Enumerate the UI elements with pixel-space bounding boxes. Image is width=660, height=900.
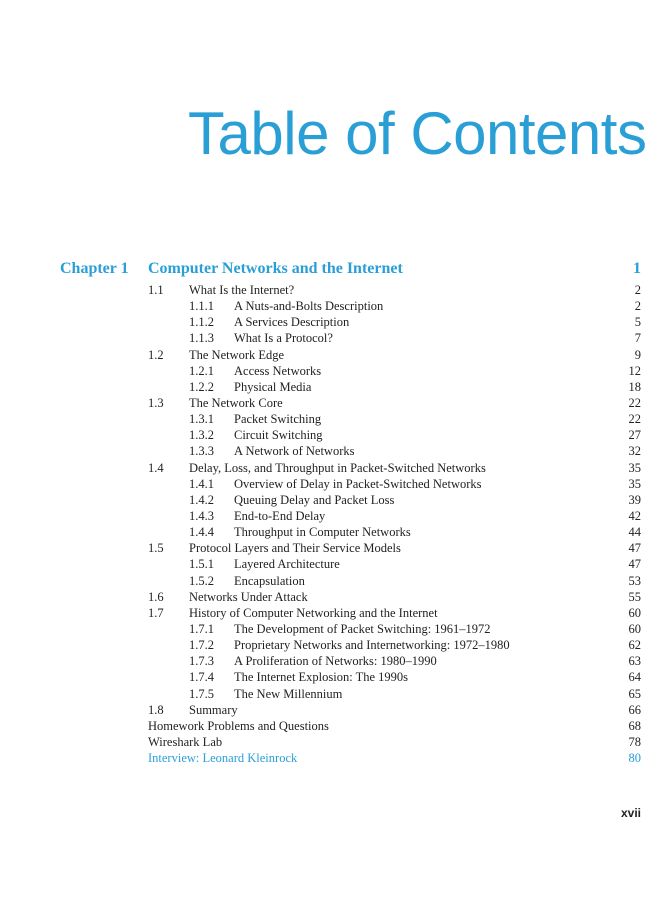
toc-entry-page: 60	[628, 621, 641, 636]
toc-subsection-entry[interactable]	[0, 314, 660, 330]
toc-entry-number: 1.7.3	[189, 654, 214, 669]
toc-entry-number: 1.5.1	[189, 557, 214, 572]
toc-subsection-entry[interactable]	[0, 556, 660, 572]
toc-entry-number: 1.4.3	[189, 508, 214, 523]
toc-entry-number: 1.1	[148, 283, 164, 297]
toc-entry-page: 60	[628, 605, 641, 620]
toc-entry-title: The New Millennium	[234, 686, 343, 701]
chapter-number: Chapter 1	[60, 260, 129, 277]
toc-subsection-entry[interactable]	[0, 653, 660, 669]
toc-entry-title: Access Networks	[234, 363, 322, 378]
toc-entry-number: 1.4	[148, 460, 164, 475]
toc-subsection-entry[interactable]	[0, 330, 660, 346]
toc-entry-title: Layered Architecture	[234, 557, 340, 572]
toc-section-entry[interactable]	[0, 282, 660, 298]
toc-entry-title: Physical Media	[234, 379, 312, 394]
toc-entry-number: 1.2	[148, 347, 164, 362]
page-title: Table of Contents	[188, 100, 647, 167]
toc-entry-number: 1.7.2	[189, 638, 214, 653]
toc-entry-page: 27	[628, 428, 641, 443]
toc-list	[0, 282, 660, 766]
toc-subsection-entry[interactable]	[0, 637, 660, 653]
toc-section-entry[interactable]	[0, 605, 660, 621]
toc-entry-page: 66	[628, 702, 641, 717]
toc-entry-page: 63	[628, 654, 641, 669]
toc-entry-number: 1.8	[148, 702, 164, 717]
toc-entry-number: 1.3.3	[189, 444, 214, 459]
toc-entry-title: A Nuts-and-Bolts Description	[234, 299, 384, 314]
toc-entry-title: The Network Core	[189, 395, 283, 410]
toc-entry-number: 1.5.2	[189, 573, 214, 588]
toc-entry-title: Circuit Switching	[234, 428, 323, 443]
toc-entry-title: End-to-End Delay	[234, 508, 326, 523]
toc-entry-title: A Proliferation of Networks: 1980–1990	[234, 654, 437, 669]
toc-entry-page: 7	[634, 331, 641, 346]
toc-subsection-entry[interactable]	[0, 298, 660, 314]
toc-entry-page: 35	[628, 460, 641, 475]
toc-entry-number: 1.4.1	[189, 476, 214, 491]
toc-entry-title: Delay, Loss, and Throughput in Packet-Switched Networks	[189, 460, 486, 475]
page-folio: xvii	[620, 806, 641, 820]
toc-entry-number: 1.2.2	[189, 379, 214, 394]
toc-backmatter-entry[interactable]	[0, 734, 660, 750]
toc-entry-page: 53	[628, 573, 641, 588]
toc-entry-number: 1.6	[148, 589, 164, 604]
toc-entry-title: Homework Problems and Questions	[148, 718, 329, 733]
chapter-title: Computer Networks and the Internet	[148, 260, 403, 277]
toc-section-entry[interactable]	[0, 460, 660, 476]
toc-subsection-entry[interactable]	[0, 621, 660, 637]
toc-entry-number: 1.7.5	[189, 686, 214, 701]
toc-entry-title: History of Computer Networking and the Internet	[189, 605, 438, 620]
toc-subsection-entry[interactable]	[0, 686, 660, 702]
toc-entry-title: Overview of Delay in Packet-Switched Networks	[234, 476, 482, 491]
toc-entry-number: 1.1.2	[189, 315, 214, 330]
toc-entry-page: 47	[628, 557, 641, 572]
toc-subsection-entry[interactable]	[0, 524, 660, 540]
toc-subsection-entry[interactable]	[0, 411, 660, 427]
toc-entry-page: 44	[628, 525, 641, 540]
toc-entry-number: 1.2.1	[189, 363, 214, 378]
toc-entry-title: Interview: Leonard Kleinrock	[148, 751, 298, 766]
toc-subsection-entry[interactable]	[0, 508, 660, 524]
toc-entry-number: 1.3.2	[189, 428, 214, 443]
toc-entry-page: 18	[628, 379, 641, 394]
toc-entry-title: The Internet Explosion: The 1990s	[234, 670, 409, 685]
toc-section-entry[interactable]	[0, 395, 660, 411]
toc-entry-page: 12	[628, 363, 641, 378]
toc-entry-page: 2	[634, 283, 641, 297]
toc-entry-title: Packet Switching	[234, 412, 322, 427]
toc-entry-page: 39	[628, 492, 641, 507]
toc-entry-title: Proprietary Networks and Internetworking: 1972–1980	[234, 638, 510, 653]
toc-entry-number: 1.1.3	[189, 331, 214, 346]
toc-entry-number: 1.3	[148, 395, 164, 410]
toc-entry-page: 64	[628, 670, 641, 685]
toc-entry-number: 1.7	[148, 605, 164, 620]
toc-entry-title: The Development of Packet Switching: 1961–1972	[234, 621, 491, 636]
chapter-page: 1	[633, 260, 641, 277]
toc-entry-title: Summary	[189, 702, 238, 717]
toc-subsection-entry[interactable]	[0, 379, 660, 395]
toc-section-entry[interactable]	[0, 702, 660, 718]
toc-entry-title: Encapsulation	[234, 573, 305, 588]
toc-section-entry[interactable]	[0, 540, 660, 556]
toc-subsection-entry[interactable]	[0, 443, 660, 459]
toc-entry-number: 1.7.4	[189, 670, 214, 685]
toc-entry-page: 22	[628, 395, 641, 410]
toc-entry-title: Wireshark Lab	[148, 734, 223, 749]
toc-entry-page: 47	[628, 541, 641, 556]
toc-entry-title: A Services Description	[234, 315, 350, 330]
toc-entry-page: 9	[634, 347, 641, 362]
toc-entry-number: 1.4.2	[189, 492, 214, 507]
toc-entry-title: Queuing Delay and Packet Loss	[234, 492, 395, 507]
toc-entry-page: 55	[628, 589, 641, 604]
toc-entry-number: 1.1.1	[189, 299, 214, 314]
toc-entry-title: What Is the Internet?	[189, 283, 295, 297]
toc-entry-number: 1.3.1	[189, 412, 214, 427]
toc-entry-title: Protocol Layers and Their Service Models	[189, 541, 401, 556]
toc-backmatter-entry[interactable]	[0, 718, 660, 734]
toc-entry-page: 80	[628, 751, 641, 766]
toc-entry-page: 2	[634, 299, 641, 314]
toc-entry-title: What Is a Protocol?	[234, 331, 333, 346]
toc-entry-page: 22	[628, 412, 641, 427]
chapter-heading[interactable]	[0, 259, 660, 279]
toc-subsection-entry[interactable]	[0, 492, 660, 508]
toc-subsection-entry[interactable]	[0, 669, 660, 685]
toc-entry-title: Networks Under Attack	[189, 589, 308, 604]
toc-entry-number: 1.5	[148, 541, 164, 556]
toc-entry-page: 42	[628, 508, 641, 523]
toc-entry-page: 5	[634, 315, 641, 330]
toc-section-entry[interactable]	[0, 589, 660, 605]
toc-entry-title: Throughput in Computer Networks	[234, 525, 411, 540]
toc-entry-number: 1.7.1	[189, 621, 214, 636]
toc-subsection-entry[interactable]	[0, 476, 660, 492]
toc-entry-title: A Network of Networks	[234, 444, 355, 459]
toc-entry-page: 32	[628, 444, 641, 459]
toc-subsection-entry[interactable]	[0, 363, 660, 379]
toc-entry-page: 62	[628, 638, 641, 653]
toc-entry-page: 68	[628, 718, 641, 733]
toc-subsection-entry[interactable]	[0, 427, 660, 443]
toc-subsection-entry[interactable]	[0, 573, 660, 589]
toc-entry-page: 78	[628, 734, 641, 749]
toc-entry-number: 1.4.4	[189, 525, 214, 540]
toc-entry-page: 65	[628, 686, 641, 701]
toc-section-entry[interactable]	[0, 347, 660, 363]
toc-entry-title: The Network Edge	[189, 347, 285, 362]
toc-entry-page: 35	[628, 476, 641, 491]
toc-backmatter-entry[interactable]	[0, 750, 660, 766]
